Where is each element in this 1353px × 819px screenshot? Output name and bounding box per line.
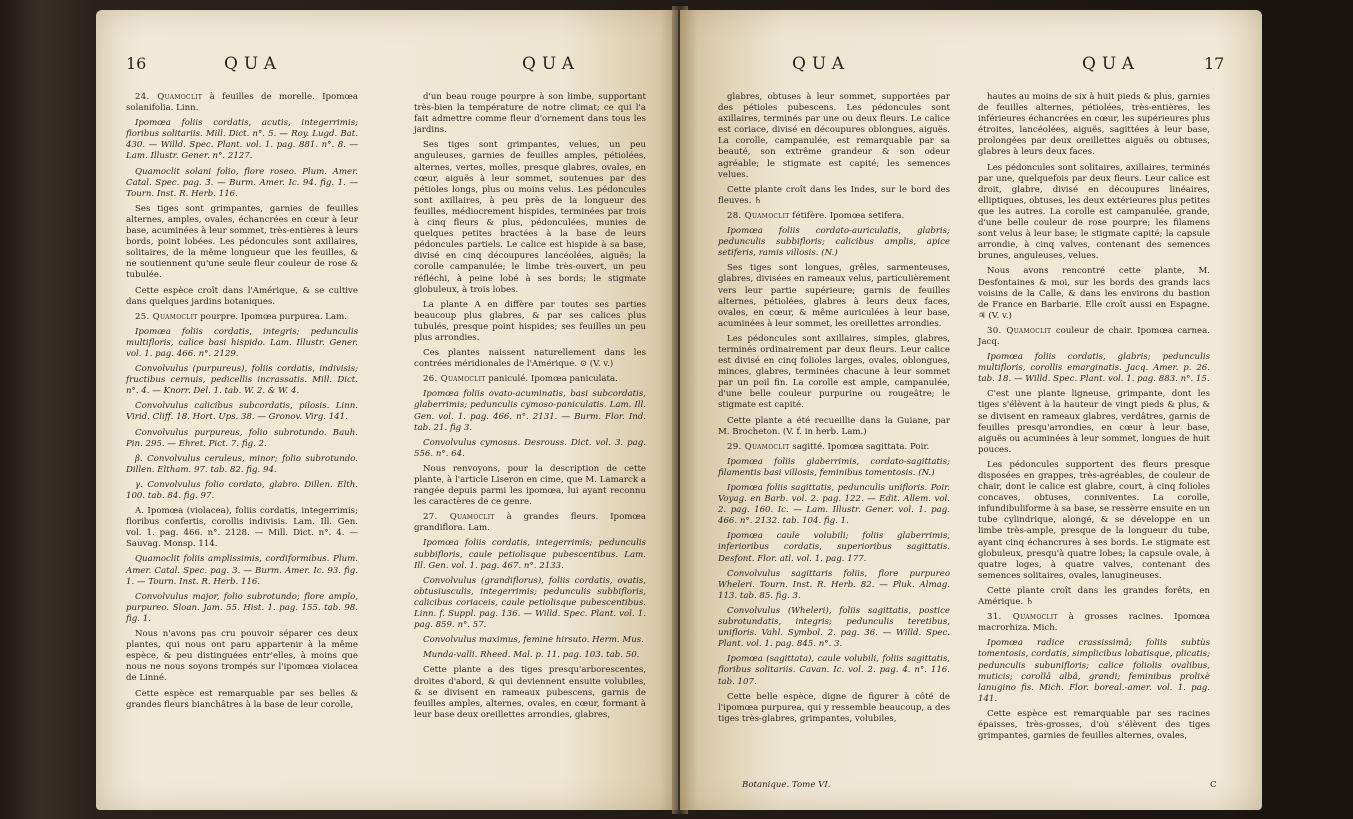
paragraph-text: Cette plante croît dans les grandes forêts, en Amérique. ♄ — [978, 585, 1210, 608]
paragraph — [126, 92, 358, 114]
paragraph — [414, 512, 646, 534]
paragraph-text: Convolvulus purpureus, folio subrotundo. Bauh. Pin. 295. — Ehret. Pict. 7. fig. 2. — [126, 427, 358, 449]
paragraph — [414, 635, 646, 646]
paragraph-text: Nous avons rencontré cette plante, M. Desfontaines & moi, sur les bords des grands lacs voisins de la Calle, & dans les environs du bastion de France en Barbarie. Elle croît aussi en Espagne. ♃ (V. v.) — [978, 266, 1210, 321]
paragraph-text: A. Ipomœa (violacea), foliis cordatis, integerrimis; floribus confertis, corollis indivisis. Lam. Ill. Gen. vol. 1. pag. 466. n°. 2128. — Mill. Dict. n°. 4. — Sauvag. Monsp. 114. — [126, 506, 358, 550]
paragraph — [978, 326, 1210, 348]
paragraph-text: paniculé. Ipomœa paniculata. — [488, 374, 618, 385]
paragraph — [126, 506, 358, 550]
paragraph — [718, 211, 950, 222]
paragraph-text: Cette belle espèce, digne de figurer à côté de l'ipomœa purpurea, qui y ressemble beaucoup, a des tiges très-glabres, grimpantes, volubiles, — [718, 691, 950, 724]
paragraph-text: hautes au moins de six à huit pieds & plus, garnies de feuilles alternes, pétiolées, très-entières, les inférieures échancrées en cœur, les supérieures plus étroites, lancéolées, aiguës, sagittées à leur base, prolongées par deux oreillettes aiguës ou obtuses, glabres à leurs deux faces. — [978, 92, 1210, 158]
paragraph — [126, 167, 358, 200]
paragraph-text: Cette espèce est remarquable par ses racines épaisses, très-grosses, d'où s'élèvent des tiges grimpantes, garnies de feuilles alternes, ovales, — [978, 708, 1210, 742]
paragraph — [718, 442, 950, 453]
left-page — [96, 10, 678, 810]
paragraph — [978, 92, 1210, 159]
paragraph-text: Convolvulus sagittaris foliis, flore purpureo Wheleri. Tourn. Inst. R. Herb. 82. — Pluk. Almag. 113. tab. 85. fig. 3. — [718, 568, 950, 601]
paragraph — [414, 665, 646, 720]
paragraph-text: Convolvulus (Wheleri), foliis sagittatis, postice subrotundatis, integris; pedunculis teretibus, unifloris. Vahl. Symbol. 2. pag. 36. — Willd. Spec. Plant. vol. 1. pag. 845. n°. 3. — [718, 605, 950, 650]
paragraph — [126, 629, 358, 684]
entry-heading: 31. Quamoclit — [987, 612, 1058, 623]
paragraph — [978, 638, 1210, 705]
paragraph-text: Ipomœa foliis cordatis, integerrimis; pedunculis subbifloris, caule petiolisque pubescentibus. Lam. Ill. Gen. vol. 1. pag. 467. n°. 2133. — [414, 538, 646, 571]
paragraph — [718, 92, 950, 181]
paragraph — [126, 286, 358, 308]
paragraph-text: β. Convolvulus ceruleus, minor; folio subrotundo. Dillen. Eltham. 97. tab. 82. fig. 94. — [126, 453, 358, 475]
paragraph-text: Ipomœa radice crassissimâ; foliis subtùs tomentosis, cordatis, simplicibus lobatisque, plicatis; pedunculis subunifloris; calice foliolis ovalibus, muticis; corollâ albâ, grandi; feminibus prolixè lanugino fis. Mich. Flor. boreal.-amer. vol. 1. pag. 141. — [978, 638, 1210, 704]
paragraph-text: Ipomœa foliis sagittatis, pedunculis unifloris. Poir. Voyag. en Barb. vol. 2. pag. 122. — Edit. Allem. vol. 2. pag. 160. Ic. — Lam. Illustr. Gener. vol. 1. pag. 466. n°. 2132. tab. 104. fig. 1. — [718, 483, 950, 527]
paragraph — [414, 576, 646, 631]
paragraph — [414, 140, 646, 295]
paragraph — [978, 163, 1210, 263]
paragraph-text: Ipomœa foliis cordatis, glabris; pedunculis multifloris, corollis emarginatis. Jacq. Amer. p. 26. tab. 18. — Willd. Spec. Plant. vol. 1. pag. 883. n°. 15. — [978, 352, 1210, 385]
paragraph-text: Ipomœa foliis ovato-acuminatis, basi subcordatis, glaberrimis; pedunculis cymoso-paniculatis. Lam. Ill. Gen. vol. 1. pag. 466. n°. 2131. — Burm. Flor. Ind. tab. 21. fig 3. — [414, 389, 646, 433]
paragraph — [718, 416, 950, 438]
paragraph-text: Convolvulus cymosus. Desrouss. Dict. vol. 3. pag. 556. n°. 64. — [414, 437, 646, 459]
paragraph — [126, 118, 358, 162]
entry-heading: 25. Quamoclit — [135, 311, 198, 322]
paragraph-text: La plante A en diffère par toutes ses parties beaucoup plus glabres, & par ses calices plus tubulés, presque point hispides; ses feuilles un peu plus arrondies. — [414, 299, 646, 343]
paragraph-text: γ. Convolvulus folio cordato, glabro. Dillen. Elth. 100. tab. 84. fig. 97. — [126, 479, 358, 501]
paragraph — [718, 226, 950, 259]
paragraph-text: Ses tiges sont grimpantes, velues, un peu anguleuses, garnies de feuilles amples, pétiolées, alternes, vertes, molles, presque glabres, ovales, en cœur, aiguës à leur sommet, soutenues par des pétioles longs, plus ou moins velus. Les pédoncules sont axillaires, à peu près de la longueur des feuilles, médiocrement hispides, terminées par trois à cinq fleurs & plus, pédonculées, munies de quelques petites bractées à la base de leurs pédoncules partiels. Le calice est hispide à sa base, divisé en cinq découpures lancéolées, aiguës; la corolle campanulée; le limbe très-ouvert, un peu réfléchi, à peine lobé à ses bords; le stigmate globuleux, à trois lobes. — [414, 140, 646, 295]
paragraph — [126, 364, 358, 397]
left-head-word-col1: QUA — [224, 54, 283, 74]
paragraph-text: Ses tiges sont grimpantes, garnies de feuilles alternes, amples, ovales, échancrées en cœur à leur base, acuminées à leur sommet, très-entières à leurs bords, point lobées. Les pédoncules sont axillaires, solitaires, de la même longueur que les feuilles, & ne soutiennent qu'une seule fleur couleur de rose & tubulée. — [126, 203, 358, 281]
paragraph — [414, 92, 646, 136]
paragraph — [718, 334, 950, 412]
paragraph — [126, 428, 358, 450]
paragraph — [126, 327, 358, 360]
paragraph — [414, 438, 646, 460]
paragraph — [978, 460, 1210, 582]
paragraph-text: couleur de chair. Ipomœa carnea. Jacq. — [978, 325, 1210, 347]
paragraph-text: Cette espèce est remarquable par ses belles & grandes fleurs bianchâtres à la base de leur corolle, — [126, 688, 358, 710]
paragraph-text: Quamoclit solani folio, flore roseo. Plum. Amer. Catal. Spec. pag. 3. — Burm. Amer. Ic. 94. fig. 1. — Tourn. Inst. R. Herb. 116. — [126, 166, 358, 199]
paragraph-text: à grosses racines. Ipomœa macrorhiza. Mich. — [978, 612, 1210, 634]
paragraph — [126, 554, 358, 587]
paragraph-text: Munda-valli. Rheed. Mal. p. 11. pag. 103. tab. 50. — [423, 650, 640, 661]
paragraph-text: Ipomœa foliis glaberrimis, cordato-sagittatis; filamentis basi villosis, feminibus tomentosis. (N.) — [718, 456, 950, 478]
paragraph — [126, 454, 358, 476]
paragraph-text: C'est une plante ligneuse, grimpante, dont les tiges s'élèvent à la hauteur de vingt pieds & plus, & se divisent en rameaux glabres, verdâtres, garnis de feuilles presqu'arrondies, en cœur à leur base, aiguës ou acuminées à leur sommet, longues de huit pouces. — [978, 389, 1210, 455]
entry-heading: 30. Quamoclit — [987, 325, 1052, 336]
paragraph-text: Ipomœa caule volubili; foliis glaberrimis, inferioribus cordatis, superioribus sagittatis. Desfont. Flor. atl. vol. 1. pag. 177. — [718, 531, 950, 564]
paragraph-text: Ipomœa (sagittata), caule volubili, foliis sagittatis, floribus solitariis. Cavan. Ic. vol. 2. pag. 4. n°. 116. tab. 107. — [718, 654, 950, 687]
paragraph — [978, 266, 1210, 321]
paragraph — [718, 263, 950, 330]
paragraph-text: d'un beau rouge pourpre à son limbe, supportant très-bien la température de notre climat; ce qui l'a fait admettre comme fleur d'ornement dans tous les jardins. — [414, 92, 646, 136]
paragraph — [414, 300, 646, 344]
paragraph — [718, 457, 950, 479]
paragraph-text: Les pédoncules sont solitaires, axillaires, terminés par une, quelquefois par deux fleurs. Leur calice est droit, glabre, divisé en découpures linéaires, elliptiques, obtuses, les deux extérieures plus petites que les autres. La corolle est campanulée, grande, d'une belle couleur de rose pourpre; les filamens sont velus à leur base; le stigmate capité; la capsule arrondie, à cinq valves, contenant des semences brunes, anguleuses, velues. — [978, 162, 1210, 262]
paragraph — [126, 480, 358, 502]
left-column-2 — [414, 92, 646, 725]
paragraph-text: Convolvulus maximus, femine hirsuto. Herm. Mus. — [423, 635, 644, 646]
paragraph — [718, 531, 950, 564]
paragraph — [718, 692, 950, 725]
paragraph-text: Ces plantes naissent naturellement dans les contrées méridionales de l'Amérique. ⊙ (V. v.) — [414, 348, 646, 370]
paragraph — [978, 612, 1210, 634]
entry-heading: 26. Quamoclit — [423, 374, 486, 385]
paragraph-text: Convolvulus (purpureus), foliis cordatis, indivisis; fructibus cernuis, pedicellis incrassatis. Mill. Dict. n°. 4. — Knorr. Del. 1. tab. W. 2. & W. 4. — [126, 364, 358, 397]
paragraph — [414, 650, 646, 661]
paragraph — [978, 352, 1210, 385]
paragraph-text: Cette plante a été recueillie dans la Guiane, par M. Brocheton. (V. f. in herb. Lam.) — [718, 415, 950, 437]
right-head-word-col2: QUA — [1082, 54, 1141, 74]
right-page — [680, 10, 1262, 810]
paragraph-text: Ipomœa foliis cordatis, acutis, integerrimis; floribus solitariis. Mill. Dict. n°. 5. — Roy. Lugd. Bat. 430. — Willd. Spec. Plant. vol. 1. pag. 881. n°. 8. — Lam. Illustr. Gener. n°. 2127. — [126, 118, 358, 162]
paragraph-text: glabres, obtuses à leur sommet, supportées par des pétioles pubescens. Les pédoncules sont axillaires, terminés par une ou deux fleurs. Le calice est coriace, divisé en découpures oblongues, aiguës. La corolle, campanulée, est remarquable par sa beauté, son extrême grandeur & son odeur agréable; le stigmate est capité; les semences velues. — [718, 92, 950, 180]
paragraph — [414, 464, 646, 508]
left-running-head — [96, 54, 678, 84]
paragraph-text: Nous renvoyons, pour la description de cette plante, à l'article Liseron en cime, que M. Lamarck a rangée depuis parmi les ipomœa, lui ayant reconnu les caractères de ce genre. — [414, 463, 646, 508]
paragraph-text: sagitté. Ipomœa sagittata. Poir. — [792, 441, 930, 452]
paragraph — [414, 389, 646, 433]
paragraph-text: Convolvulus major, folio subrotundo; flore amplo, purpureo. Sloan. Jam. 55. Hist. 1. pag. 155. tab. 98. fig. 1. — [126, 591, 358, 624]
right-running-head — [680, 54, 1262, 84]
paragraph — [126, 592, 358, 625]
paragraph — [978, 709, 1210, 742]
right-page-number: 17 — [1204, 54, 1225, 73]
paragraph — [718, 606, 950, 650]
paragraph — [126, 312, 358, 323]
entry-heading: 29. Quamoclit — [727, 441, 790, 452]
paragraph-text: Nous n'avons pas cru pouvoir séparer ces deux plantes, qui nous ont paru appartenir à la même espèce, & peu distinguées entr'elles, à moins que nous ne nous soyons trompés sur l'ipomœa violacea de Linné. — [126, 629, 358, 684]
entry-heading: 28. Quamoclit — [727, 210, 790, 221]
paragraph — [718, 483, 950, 527]
paragraph — [978, 586, 1210, 608]
left-page-number: 16 — [126, 54, 147, 73]
entry-heading: 24. Quamoclit — [135, 92, 203, 102]
paragraph-text: Cette plante croît dans les Indes, sur le bord des fleuves. ♄ — [718, 184, 950, 206]
paragraph-text: Convolvulus (grandiflorus), foliis cordatis, ovatis, obtusiusculis, integerrimis; pedunculis subbifloris, calicibus coriaceis, caule petiolisque pubescentibus. Linn. f. Suppl. pag. 136. — Willd. Spec. Plant. vol. 1. pag. 859. n°. 57. — [414, 575, 646, 631]
paragraph — [414, 374, 646, 385]
paragraph — [718, 654, 950, 687]
right-column-1 — [718, 92, 950, 729]
signature-mark: C — [1210, 780, 1217, 790]
paragraph — [126, 689, 358, 711]
paragraph-text: Cette espèce croît dans l'Amérique, & se cultive dans quelques jardins botaniques. — [126, 285, 358, 307]
right-head-word-col1: QUA — [792, 54, 851, 74]
paragraph-text: à grandes fleurs. Ipomœa grandiflora. Lam. — [414, 512, 647, 534]
right-column-2 — [978, 92, 1210, 746]
paragraph — [978, 389, 1210, 456]
paragraph — [718, 569, 950, 602]
paragraph-text: fétifère. Ipomœa setifera. — [792, 210, 905, 221]
paragraph-text: Ipomœa foliis cordato-auriculatis, glabris; pedunculis subbifloris; calicibus amplis, apice setiferis, ramis villosis. (N.) — [718, 226, 950, 259]
paragraph-text: Convolvulus calicibus subcordatis, pilosis. Linn. Virid. Cliff. 18. Hort. Ups. 38. — Gronov. Virg. 141. — [126, 401, 358, 423]
footer-volume: Botanique. Tome VI. — [742, 780, 831, 790]
paragraph — [126, 401, 358, 423]
paragraph-text: Cette plante a des tiges presqu'arborescentes, droites d'abord, & qui deviennent ensuite volubiles, & se divisent en rameaux pubescens, garnis de feuilles amples, alternes, ovales, en cœur, formant à leur base deux oreillettes arrondies, glabres, — [414, 665, 646, 720]
paragraph-text: Quamoclit foliis amplissimis, cordiformibus. Plum. Amer. Catal. Spec. pag. 3. — Burm. Amer. Ic. 93. fig. 1. — Tourn. Inst. R. Herb. 116. — [126, 554, 358, 587]
left-column-1 — [126, 92, 358, 715]
paragraph-text: Les pédoncules sont axillaires, simples, glabres, terminés ordinairement par deux fleurs. Leur calice est divisé en cinq folioles larges, ovales, oblongues, minces, glabres, terminées chacune à leur sommet par un poil fin. La corolle est ample, campanulée, d'une belle couleur purpurine ou rougeâtre; le stigmate est capité. — [718, 333, 950, 411]
left-head-word-col2: QUA — [522, 54, 581, 74]
paragraph — [718, 185, 950, 207]
paragraph — [414, 348, 646, 370]
paragraph-text: Ipomœa foliis cordatis, integris; pedunculis multifloris, calice basi hispido. Lam. Illustr. Gener. vol. 1. pag. 466. n°. 2129. — [126, 326, 358, 359]
paragraph-text: Les pédoncules supportent des fleurs presque disposées en grappes, très-agréables, de couleur de chair, dont le calice est glabre, court, à cinq folioles concaves, obtuses, conniventes. La corolle, infundibuliforme à sa base, se ressèrre ensuite en un tube cylindrique, alongé, & se développe en un limbe très-ample, presque de la longueur du tube, ayant cinq échancrures à ses bords. Le stigmate est globuleux, presqu'à quatre lobes; la capsule ovale, à quatre loges, à quatre valves, contenant des semences solitaires, ovales, lanugineuses. — [978, 459, 1210, 581]
entry-heading: 27. Quamoclit — [423, 512, 495, 523]
paragraph-text: pourpre. Ipomœa purpurea. Lam. — [200, 311, 348, 322]
paragraph — [414, 538, 646, 571]
paragraph-text: à feuilles de morelle. Ipomœa solanifolia. Linn. — [126, 92, 358, 114]
paragraph-text: Ses tiges sont longues, grêles, sarmenteuses, glabres, divisées en rameaux velus, particulièrement vers leur partie supérieure; garnis de feuilles alternes, pétiolées, glabres à leurs deux faces, ovales, en cœur, & même auriculées à leur base, acuminées à leur sommet, les oreillettes arrondies. — [718, 263, 950, 329]
paragraph — [126, 204, 358, 282]
